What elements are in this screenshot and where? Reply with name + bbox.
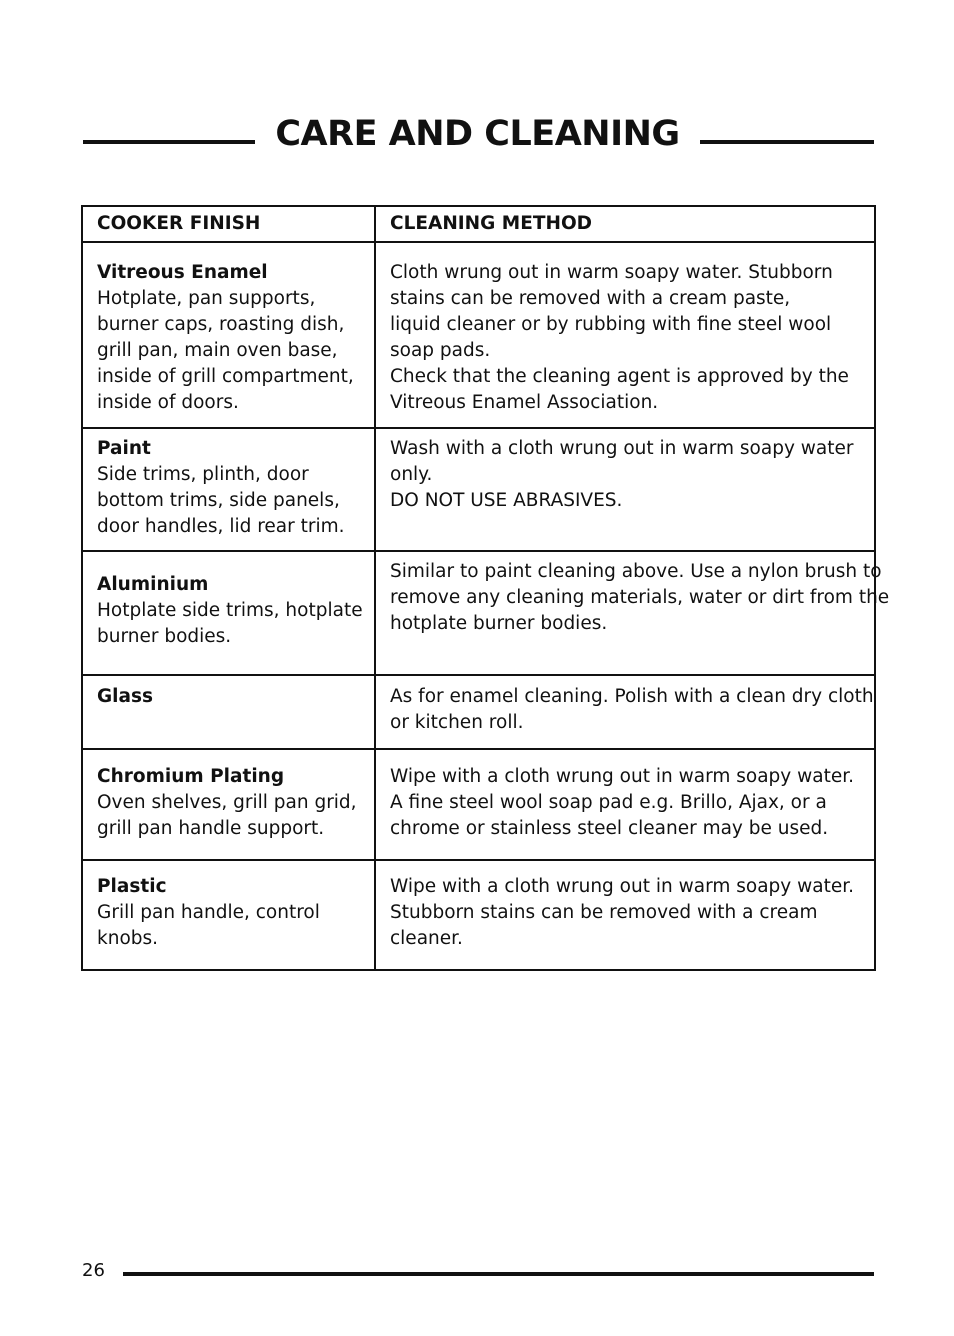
table-row <box>82 749 875 860</box>
title-rule-right <box>700 140 874 144</box>
finish-line: door handles, lid rear trim. <box>97 516 345 537</box>
finish-line: Hotplate, pan supports, <box>97 288 316 309</box>
finish-line: Oven shelves, grill pan grid, <box>97 792 357 813</box>
finish-line: burner caps, roasting dish, <box>97 314 345 335</box>
finish-line: inside of doors. <box>97 392 239 413</box>
care-cleaning-table <box>81 205 890 971</box>
method-line: A fine steel wool soap pad e.g. Brillo, Ajax, or a <box>390 792 827 813</box>
method-line: Vitreous Enamel Association. <box>390 392 659 413</box>
method-line: only. <box>390 464 433 485</box>
finish-name: Plastic <box>97 876 167 897</box>
method-line: Wash with a cloth wrung out in warm soapy water <box>390 438 854 459</box>
finish-line: grill pan, main oven base, <box>97 340 338 361</box>
finish-cell <box>82 242 375 428</box>
method-line: soap pads. <box>390 340 491 361</box>
finish-cell <box>82 551 375 675</box>
table-row <box>82 860 875 970</box>
finish-cell <box>82 860 375 970</box>
finish-name: Vitreous Enamel <box>97 262 268 283</box>
method-cell <box>375 749 875 860</box>
method-cell <box>375 675 875 749</box>
finish-line: Hotplate side trims, hotplate <box>97 600 363 621</box>
method-line: Check that the cleaning agent is approved by the <box>390 366 849 387</box>
method-line: Cloth wrung out in warm soapy water. Stubborn <box>390 262 833 283</box>
finish-cell <box>82 428 375 551</box>
column-header-cooker-finish <box>82 206 375 242</box>
finish-cell <box>82 749 375 860</box>
method-line: As for enamel cleaning. Polish with a clean dry cloth <box>390 686 874 707</box>
method-line: DO NOT USE ABRASIVES. <box>390 490 623 511</box>
finish-line: burner bodies. <box>97 626 232 647</box>
finish-name: Aluminium <box>97 574 209 595</box>
finish-line: inside of grill compartment, <box>97 366 354 387</box>
table-row <box>82 551 875 675</box>
footer-rule <box>123 1272 874 1276</box>
method-line: chrome or stainless steel cleaner may be used. <box>390 818 829 839</box>
header-label: CLEANING METHOD <box>390 213 593 234</box>
finish-line: bottom trims, side panels, <box>97 490 340 511</box>
method-cell <box>375 860 875 970</box>
method-cell <box>375 551 890 675</box>
method-line: cleaner. <box>390 928 463 949</box>
page-number: 26 <box>82 1260 105 1281</box>
method-line: stains can be removed with a cream paste, <box>390 288 791 309</box>
method-line: hotplate burner bodies. <box>390 613 608 634</box>
finish-name: Glass <box>97 686 154 707</box>
method-line: or kitchen roll. <box>390 712 524 733</box>
method-cell <box>375 428 875 551</box>
finish-name: Paint <box>97 438 151 459</box>
column-header-cleaning-method <box>375 206 875 242</box>
method-cell <box>375 242 875 428</box>
method-line: remove any cleaning materials, water or dirt from the <box>390 587 890 608</box>
finish-line: Grill pan handle, control <box>97 902 320 923</box>
finish-line: Side trims, plinth, door <box>97 464 309 485</box>
table-row <box>82 675 875 749</box>
method-line: Stubborn stains can be removed with a cream <box>390 902 818 923</box>
finish-name: Chromium Plating <box>97 766 285 787</box>
method-line: liquid cleaner or by rubbing with fine steel wool <box>390 314 832 335</box>
header-label: COOKER FINISH <box>97 213 261 234</box>
title-rule-left <box>83 140 255 144</box>
finish-line: grill pan handle support. <box>97 818 325 839</box>
method-line: Wipe with a cloth wrung out in warm soapy water. <box>390 876 855 897</box>
finish-line: knobs. <box>97 928 159 949</box>
table-row <box>82 428 875 551</box>
page-title: CARE AND CLEANING <box>275 114 680 154</box>
finish-cell <box>82 675 375 749</box>
table-row <box>82 242 875 428</box>
method-line: Wipe with a cloth wrung out in warm soapy water. <box>390 766 855 787</box>
method-line: Similar to paint cleaning above. Use a nylon brush to <box>390 561 882 582</box>
table-header-row <box>82 206 875 242</box>
